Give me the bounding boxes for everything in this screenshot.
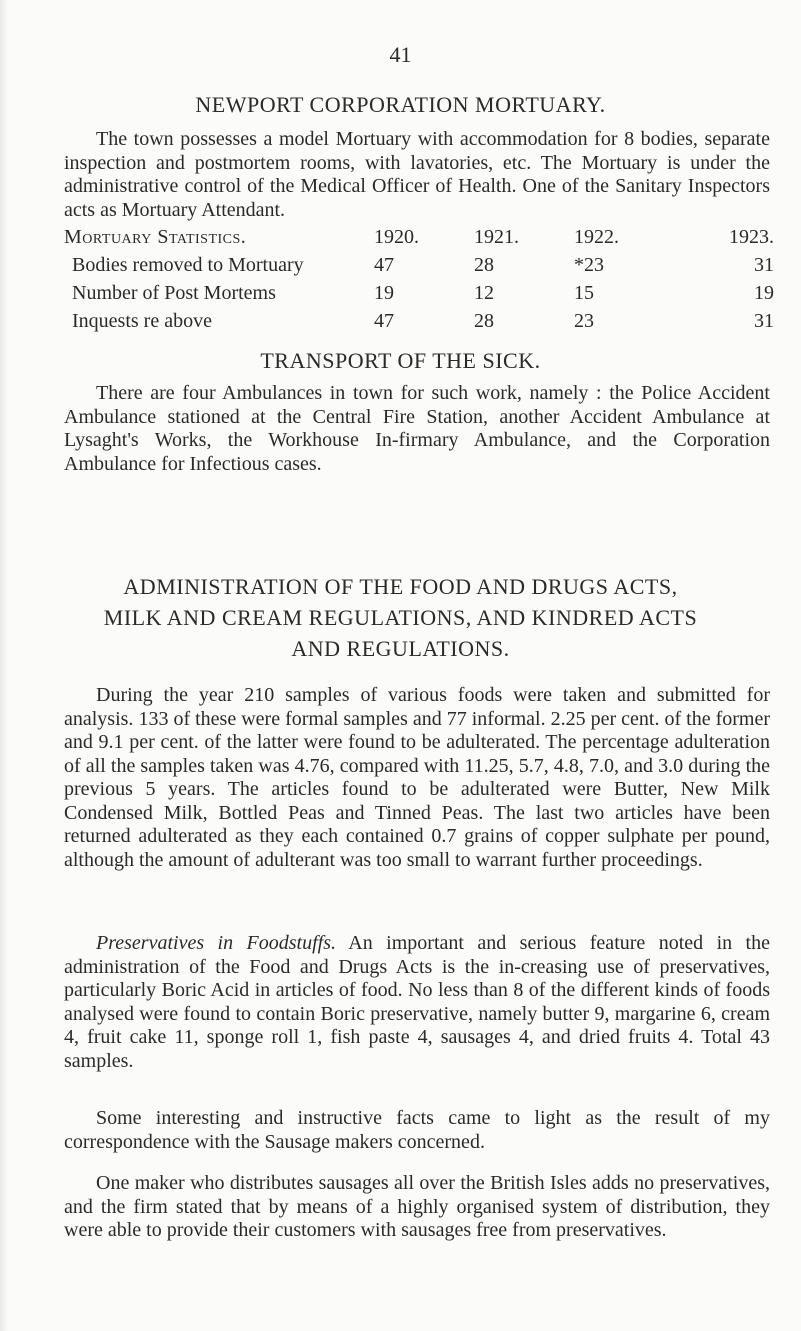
year-header: 1923. [729, 226, 774, 248]
row-label: Inquests re above [72, 310, 212, 332]
cell-value: 23 [573, 310, 594, 332]
food-drugs-heading-line-2: MILK AND CREAM REGULATIONS, AND KINDRED ACTS [103, 605, 698, 630]
cell-value: 31 [754, 310, 774, 332]
preservatives-lead: Preservatives in Foodstuffs. [96, 932, 336, 954]
mortuary-statistics-table [64, 226, 774, 338]
transport-heading: TRANSPORT OF THE SICK. [260, 348, 541, 373]
cell-value: 47 [373, 310, 394, 332]
food-drugs-paragraph-1: During the year 210 samples of various foods were taken and submitted for analysis. 133 of these were formal samples and 77 informal. 2.25 per cent. of the former and 9.1 per cent. of the latter were found to be adulterated. The percentage adulteration of all the samples taken was 4.76, compared with 11.25, 5.7, 4.8, 7.0, and 3.0 during the previous 5 years. The articles found to be adulterated were Butter, New Milk Condensed Milk, Bottled Peas and Tinned Peas. The last two articles have been returned adulterated as they each contained 0.7 grains of copper sulphate per pound, although the amount of adulterant was too small to warrant further proceedings. [64, 684, 770, 871]
cell-value: 19 [373, 282, 394, 304]
stats-header-row [64, 226, 774, 254]
row-label: Bodies removed to Mortuary [72, 254, 304, 276]
cell-value: 19 [754, 282, 774, 304]
sausage-maker-paragraph: One maker who distributes sausages all over the British Isles adds no preservatives, and the firm stated that by means of a highly organised system of distribution, they were able to provide their customers with sausages free from preservatives. [64, 1172, 770, 1241]
cell-value: 12 [473, 282, 494, 304]
stats-title: Mortuary Statistics. [64, 226, 247, 248]
preservatives-text: An important and serious feature noted in the administration of the Food and Drugs Acts is the in-creasing use of preservatives, particularly Boric Acid in articles of food. No less than 8 of the different kinds of foods analysed were found to contain Boric preservative, namely butter 9, margarine 6, cream 4, fruit cake 11, sponge roll 1, fish paste 4, sausages 4, and dried fruits 4. Total 43 samples. [64, 932, 770, 1072]
food-drugs-heading-line-1: ADMINISTRATION OF THE FOOD AND DRUGS ACTS, [123, 574, 678, 599]
cell-value: 31 [754, 254, 774, 276]
cell-value: 28 [473, 254, 494, 276]
cell-value: 47 [373, 254, 394, 276]
cell-value: 28 [473, 310, 494, 332]
preservatives-paragraph [64, 932, 770, 1073]
cell-value: 15 [573, 282, 594, 304]
stats-row [64, 254, 774, 282]
transport-body: There are four Ambulances in town for such work, namely : the Police Accident Ambulance stationed at the Central Fire Station, another Accident Ambulance at Lysaght's Works, the Workhouse In-firmary Ambulance, and the Corporation Ambulance for Infectious cases. [64, 382, 770, 475]
stats-row [64, 310, 774, 338]
row-label: Number of Post Mortems [72, 282, 276, 304]
sausage-facts-paragraph: Some interesting and instructive facts came to light as the result of my correspondence with the Sausage makers concerned. [64, 1107, 770, 1153]
stats-row [64, 282, 774, 310]
year-header: 1920. [373, 226, 419, 248]
mortuary-intro: The town possesses a model Mortuary with accommodation for 8 bodies, separate inspection and postmortem rooms, with lavatories, etc. The Mortuary is under the administrative control of the Medical Officer of Health. One of the Sanitary Inspectors acts as Mortuary Attendant. [64, 128, 770, 221]
mortuary-heading: NEWPORT CORPORATION MORTUARY. [195, 92, 606, 117]
food-drugs-heading-line-3: AND REGULATIONS. [291, 636, 510, 661]
year-header: 1922. [573, 226, 619, 248]
page-number: 41 [389, 42, 412, 67]
year-header: 1921. [473, 226, 519, 248]
cell-value: *23 [573, 254, 604, 276]
page-edge-shadow [0, 0, 8, 1331]
